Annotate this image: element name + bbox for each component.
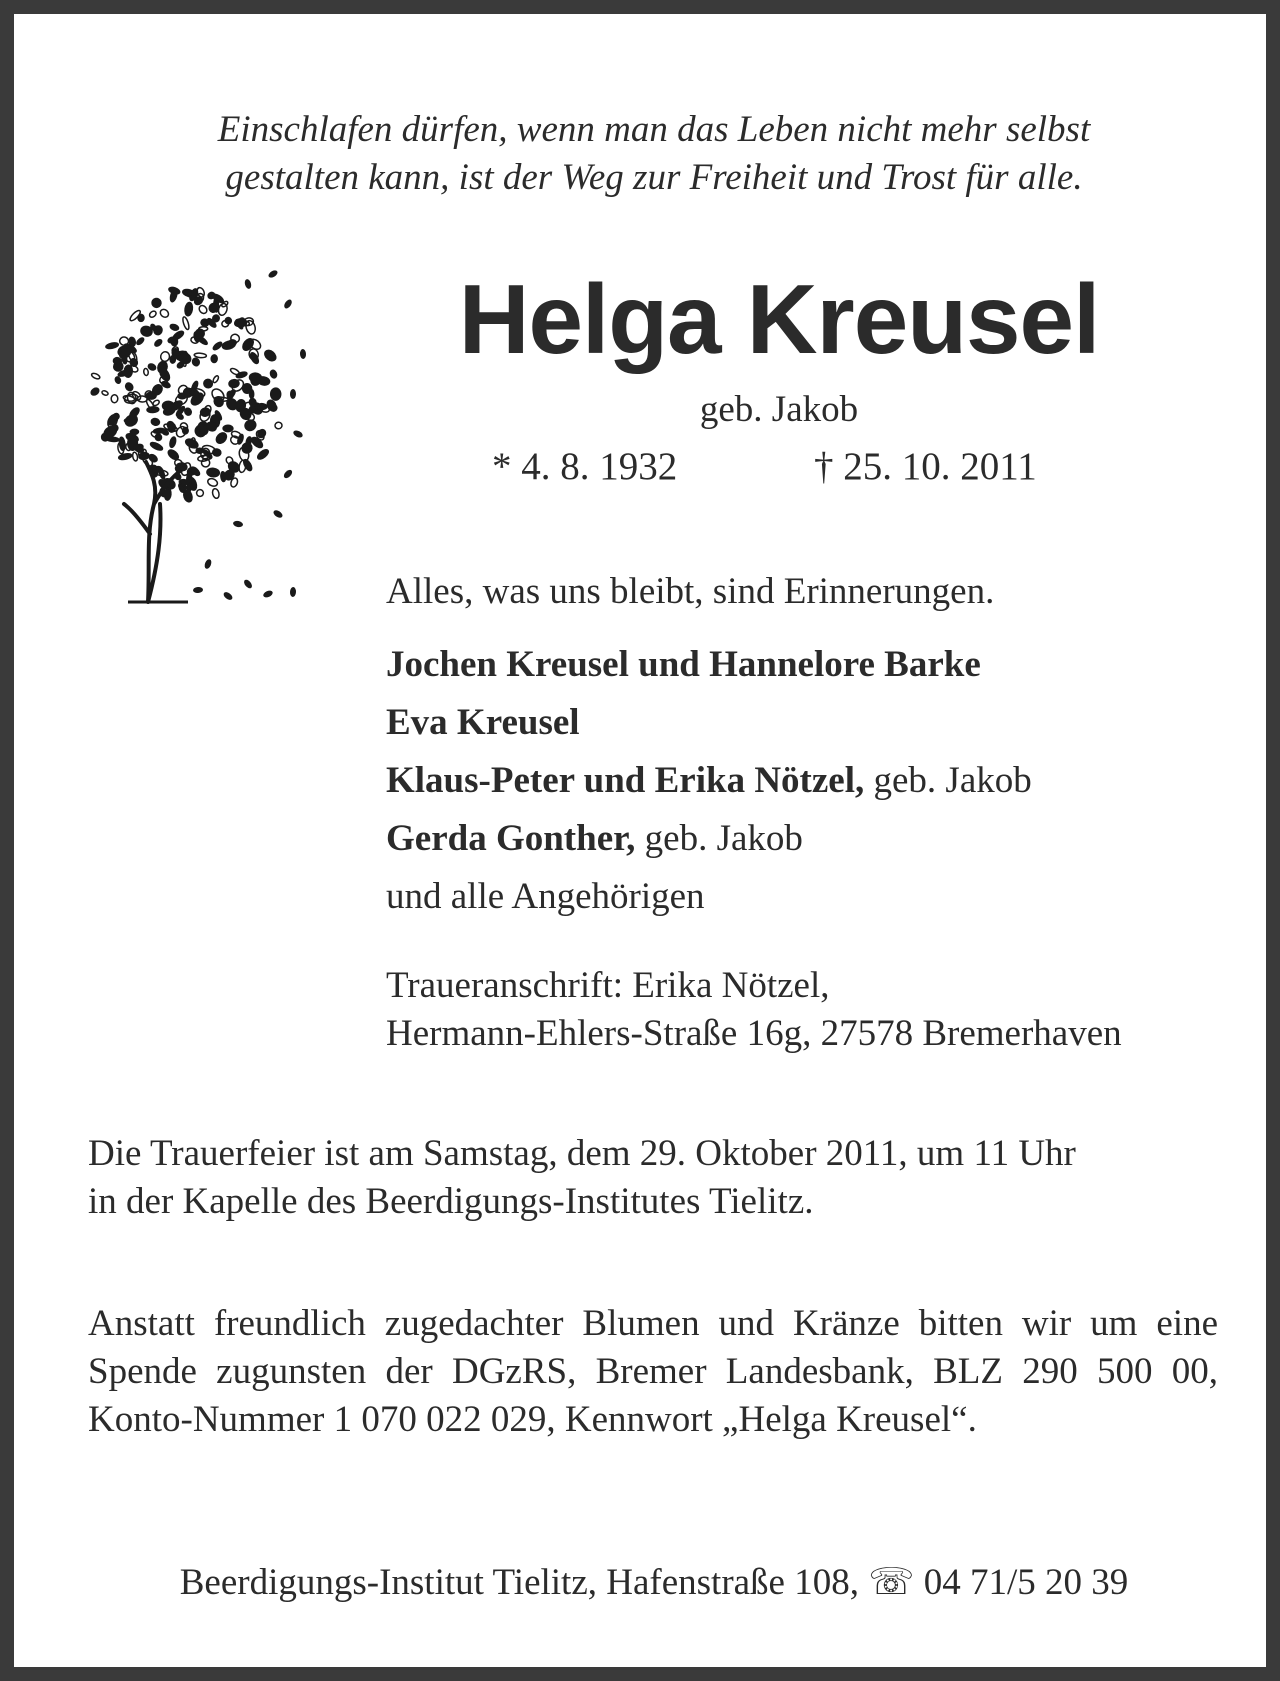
mourner-suffix: geb. Jakob — [635, 818, 803, 859]
death-date: † 25. 10. 2011 — [814, 445, 1037, 488]
mourner-line — [386, 752, 1032, 810]
mourner-name: Eva Kreusel — [386, 702, 580, 743]
motto-line-1: Einschlafen dürfen, wenn man das Leben nicht mehr selbst — [217, 109, 1091, 150]
mourner-name: Jochen Kreusel und Hannelore Barke — [386, 644, 981, 685]
service-info — [88, 1130, 1218, 1226]
service-line-2: in der Kapelle des Beerdigungs-Institutes Tielitz. — [88, 1181, 814, 1222]
mourning-address — [386, 962, 1122, 1058]
tree-icon — [88, 264, 338, 604]
quote: Alles, was uns bleibt, sind Erinnerungen. — [386, 571, 995, 612]
mourner-line — [386, 694, 1032, 752]
address-line-2: Hermann-Ehlers-Straße 16g, 27578 Bremerhaven — [386, 1013, 1122, 1054]
mourner-line — [386, 810, 1032, 868]
mourner-name: Klaus-Peter und Erika Nötzel, — [386, 760, 865, 801]
deceased-name: Helga Kreusel — [458, 264, 1100, 374]
birth-date: * 4. 8. 1932 — [492, 445, 678, 488]
service-line-1: Die Trauerfeier ist am Samstag, dem 29. Oktober 2011, um 11 Uhr — [88, 1133, 1076, 1174]
funeral-home-info: Beerdigungs-Institut Tielitz, Hafenstraße 108, ☏ 04 71/5 20 39 — [179, 1562, 1129, 1603]
relatives-line: und alle Angehörigen — [386, 876, 705, 917]
donation-request: Anstatt freundlich zugedachter Blumen und Kränze bitten wir um eine Spende zugunsten der DGzRS, Bremer Landesbank, BLZ 290 500 00, Konto-Nummer 1 070 022 029, Kennwort „Helga Kreusel“. — [88, 1303, 1218, 1440]
birth-name: geb. Jakob — [699, 389, 859, 430]
mourners-list — [386, 636, 1032, 926]
motto — [104, 106, 1204, 202]
mourner-name: Gerda Gonther, — [386, 818, 636, 859]
mourner-suffix: geb. Jakob — [864, 760, 1032, 801]
motto-line-2: gestalten kann, ist der Weg zur Freiheit und Trost für alle. — [225, 157, 1083, 198]
mourner-line — [386, 636, 1032, 694]
address-line-1: Traueranschrift: Erika Nötzel, — [386, 965, 830, 1006]
